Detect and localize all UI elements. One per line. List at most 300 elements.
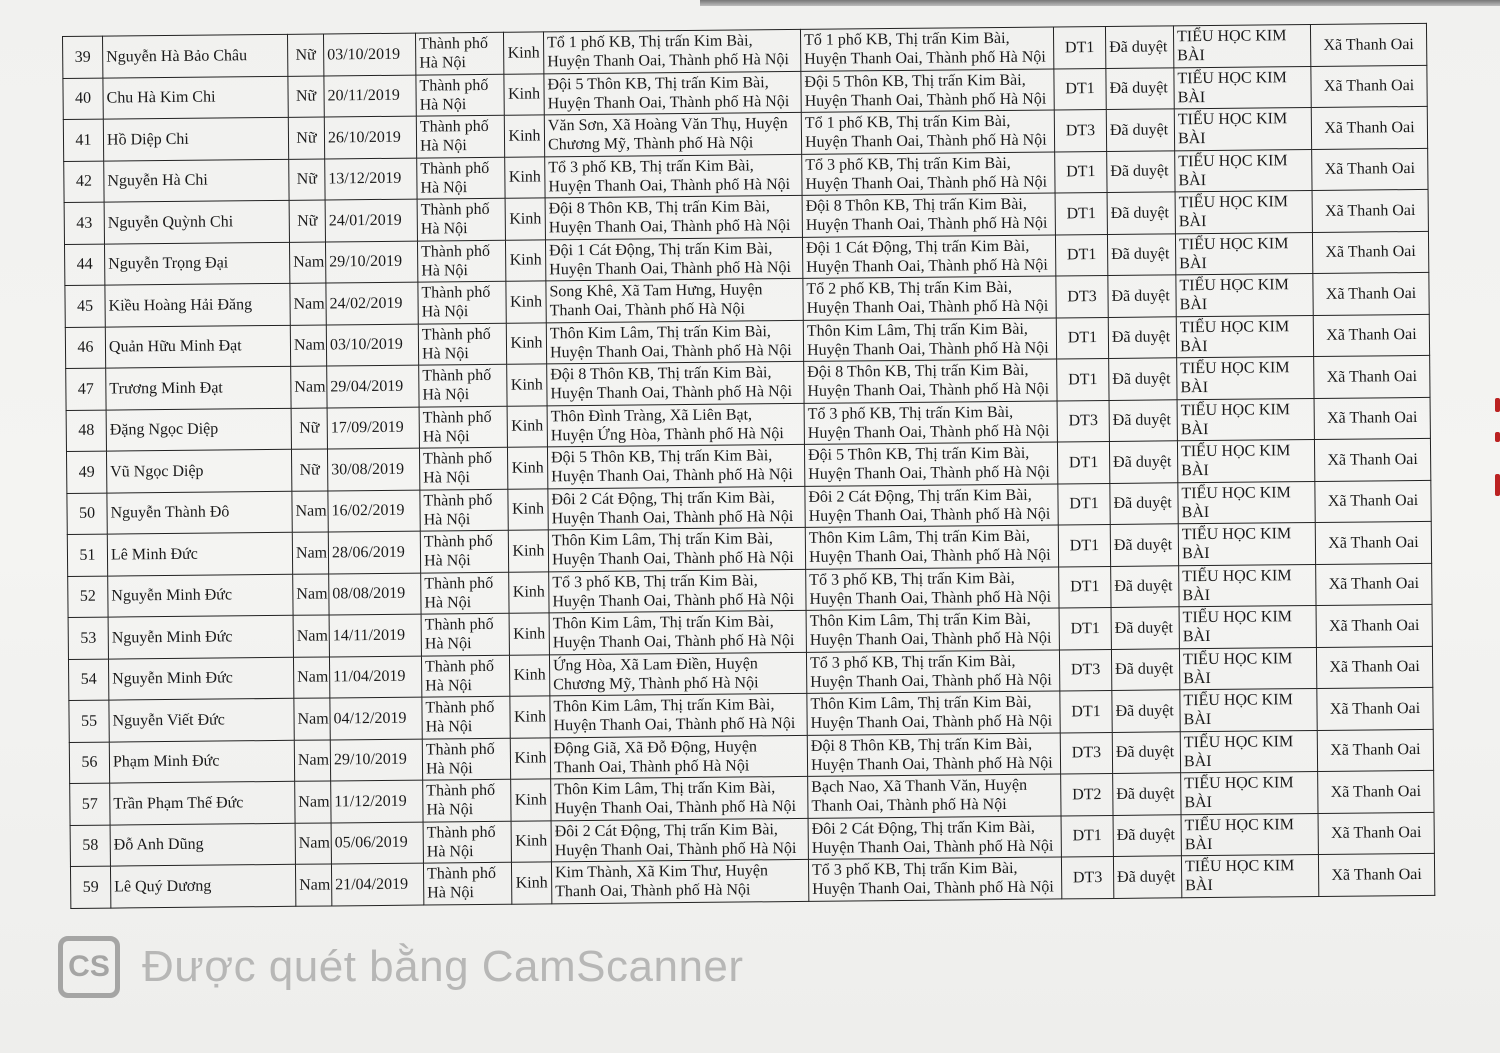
cell-city	[418, 281, 506, 323]
cell-residence-address	[801, 68, 1054, 112]
cell-birth-address	[548, 486, 805, 530]
cell-area: DT3	[1056, 275, 1108, 317]
cell-city	[420, 489, 508, 531]
cell-birth-address-line: Đội 5 Thôn KB, Thị trấn Kim Bài,	[547, 73, 769, 94]
cell-status: Đã duyệt	[1109, 399, 1177, 441]
cell-birth-address	[546, 320, 803, 364]
cell-school-line: BÀI	[1183, 669, 1211, 688]
cell-residence-address-line: Huyện Thanh Oai, Thành phố Hà Nội	[809, 588, 1052, 608]
cell-school-line: BÀI	[1179, 296, 1208, 314]
cell-ethnicity: Kinh	[509, 613, 549, 655]
cell-residence-address-line: Đôi 2 Cát Động, Thị trấn Kim Bài,	[811, 818, 1035, 838]
cell-dob: 16/02/2019	[328, 490, 420, 532]
cell-stt: 52	[68, 576, 108, 618]
cell-stt: 47	[66, 368, 106, 410]
cell-school-line: BÀI	[1177, 47, 1205, 65]
cell-birth-address-line: Huyện Thanh Oai, Thành phố Hà Nội	[554, 839, 797, 860]
cell-city-line: Hà Nội	[420, 178, 468, 197]
cell-birth-address-line: Đôi 2 Cát Động, Thị trấn Kim Bài,	[551, 488, 775, 509]
cell-residence-address-line: Thôn Kim Lâm, Thị trấn Kim Bài,	[806, 320, 1028, 340]
cell-school-line: TIỂU HỌC KIM	[1182, 566, 1292, 586]
cell-residence-address-line: Huyện Thanh Oai, Thành phố Hà Nội	[810, 712, 1053, 733]
cell-ethnicity: Kinh	[509, 571, 549, 613]
cell-city-line: Thành phố	[419, 35, 489, 53]
cell-residence-address-line: Huyện Thanh Oai, Thành phố Hà Nội	[808, 546, 1051, 567]
cell-area: DT1	[1055, 192, 1107, 234]
cell-city-line: Hà Nội	[419, 137, 467, 155]
cell-dob: 13/12/2019	[325, 158, 417, 200]
cell-school	[1173, 25, 1310, 68]
cell-status: Đã duyệt	[1111, 648, 1179, 690]
cell-school	[1177, 398, 1314, 441]
cell-school	[1180, 730, 1317, 773]
cell-dob: 05/06/2019	[331, 822, 423, 864]
cell-birth-address-line: Huyện Thanh Oai, Thành phố Hà Nội	[551, 549, 794, 569]
cell-status: Đã duyệt	[1112, 731, 1180, 773]
cell-residence-address-line: Huyện Thanh Oai, Thành phố Hà Nội	[807, 422, 1050, 442]
cell-commune: Xã Thanh Oai	[1314, 438, 1430, 481]
cell-birth-address-line: Đội 8 Thôn KB, Thị trấn Kim Bài,	[548, 198, 770, 218]
cell-area: DT1	[1054, 68, 1106, 110]
cell-residence-address-line: Huyện Thanh Oai, Thành phố Hà Nội	[806, 256, 1048, 276]
cell-sex: Nam	[294, 698, 330, 740]
cell-school-line: TIỂU HỌC KIM	[1184, 774, 1294, 793]
cell-birth-address	[551, 859, 808, 903]
cell-birth-address-line: Huyện Thanh Oai, Thành phố Hà Nội	[547, 51, 789, 71]
cell-school-line: BÀI	[1181, 462, 1209, 480]
cell-sex: Nữ	[289, 200, 325, 242]
cell-ethnicity: Kinh	[511, 862, 551, 904]
cell-name: Nguyễn Hà Chi	[104, 159, 289, 202]
cell-city	[419, 447, 507, 489]
cell-name: Nguyễn Hà Bảo Châu	[103, 34, 288, 77]
cell-residence-address	[808, 815, 1061, 859]
cell-residence-address-line: Huyện Thanh Oai, Thành phố Hà Nội	[805, 173, 1048, 193]
cell-city-line: Thành phố	[420, 201, 490, 219]
cell-school-line: BÀI	[1179, 337, 1208, 356]
cell-name: Chu Hà Kim Chi	[103, 76, 288, 119]
cell-stt: 51	[67, 534, 107, 576]
edge-mark-1	[1495, 398, 1500, 412]
cell-residence-address-line: Bạch Nao, Xã Thanh Văn, Huyện	[811, 777, 1028, 797]
cell-birth-address-line: Tổ 1 phố KB, Thị trấn Kim Bài,	[547, 32, 753, 52]
cell-residence-address-line: Huyện Thanh Oai, Thành phố Hà Nội	[804, 90, 1047, 110]
cell-birth-address	[549, 652, 806, 696]
cell-stt: 59	[70, 866, 110, 908]
edge-mark-3	[1495, 474, 1500, 496]
cell-school	[1177, 439, 1314, 482]
cell-school	[1181, 813, 1318, 856]
cell-birth-address-line: Huyện Thanh Oai, Thành phố Hà Nội	[548, 175, 791, 196]
camscanner-logo-icon: CS	[58, 936, 120, 998]
cell-residence-address-line: Huyện Thanh Oai, Thành phố Hà Nội	[804, 48, 1046, 69]
page-top-edge	[700, 0, 1500, 6]
cell-birth-address-line: Thôn Đình Tràng, Xã Liên Bạt,	[550, 406, 753, 426]
cell-birth-address-line: Huyện Thanh Oai, Thành phố Hà Nội	[554, 798, 797, 818]
cell-status: Đã duyệt	[1111, 565, 1179, 607]
cell-ethnicity: Kinh	[505, 239, 545, 281]
cell-birth-address-line: Thôn Kim Lâm, Thị trấn Kim Bài,	[554, 779, 776, 799]
cell-school	[1177, 357, 1314, 400]
cell-name: Trần Phạm Thế Đức	[110, 781, 295, 824]
cell-school-line: BÀI	[1183, 752, 1212, 771]
cell-city-line: Thành phố	[420, 159, 490, 178]
cell-school	[1176, 315, 1313, 358]
cell-name: Kiều Hoàng Hải Đăng	[105, 283, 290, 326]
cell-dob: 17/09/2019	[327, 407, 419, 449]
cell-city	[422, 738, 510, 780]
cell-city	[422, 696, 510, 738]
cell-dob: 28/06/2019	[328, 531, 420, 573]
cell-stt: 48	[66, 410, 106, 452]
cell-residence-address-line: Huyện Thanh Oai, Thành phố Hà Nội	[810, 671, 1052, 691]
cell-sex: Nữ	[291, 449, 327, 491]
cell-school-line: BÀI	[1177, 130, 1206, 148]
cell-residence-address-line: Huyện Thanh Oai, Thành phố Hà Nội	[808, 505, 1051, 525]
cell-city-line: Hà Nội	[423, 469, 470, 487]
cell-area: DT2	[1061, 773, 1113, 815]
cell-school	[1179, 605, 1316, 648]
cell-school-line: TIỂU HỌC KIM	[1177, 110, 1288, 129]
cell-birth-address-line: Ứng Hòa, Xã Lam Điền, Huyện	[552, 655, 758, 675]
cell-residence-address	[801, 110, 1054, 154]
cell-city	[420, 530, 508, 572]
cell-school-line: TIỂU HỌC KIM	[1181, 483, 1291, 503]
cell-school-line: BÀI	[1180, 379, 1209, 397]
cell-birth-address	[547, 444, 804, 488]
cell-birth-address-line: Huyện Thanh Oai, Thành phố Hà Nội	[551, 507, 794, 528]
cell-city-line: Hà Nội	[425, 676, 472, 695]
cell-residence-address-line: Huyện Thanh Oai, Thành phố Hà Nội	[805, 214, 1048, 235]
cell-commune: Xã Thanh Oai	[1316, 563, 1432, 606]
cell-dob: 14/11/2019	[329, 614, 421, 656]
cell-residence-address	[808, 857, 1061, 901]
cell-birth-address-line: Tổ 3 phố KB, Thị trấn Kim Bài,	[552, 572, 758, 592]
cell-school	[1175, 149, 1312, 192]
cell-commune: Xã Thanh Oai	[1315, 480, 1431, 523]
cell-sex: Nữ	[291, 407, 327, 449]
cell-sex: Nam	[293, 573, 329, 615]
cell-commune: Xã Thanh Oai	[1312, 189, 1428, 232]
cell-city	[419, 406, 507, 448]
cell-city-line: Thành phố	[422, 450, 493, 468]
cell-school-line: BÀI	[1178, 171, 1207, 190]
cell-ethnicity: Kinh	[510, 737, 550, 779]
cell-school-line: BÀI	[1181, 503, 1210, 522]
cell-residence-address	[803, 317, 1056, 361]
cell-commune: Xã Thanh Oai	[1311, 65, 1427, 108]
cell-dob: 11/04/2019	[329, 656, 421, 698]
cell-sex: Nam	[295, 822, 331, 864]
cell-area: DT1	[1053, 26, 1105, 68]
cell-birth-address-line: Huyện Thanh Oai, Thành phố Hà Nội	[549, 341, 792, 362]
cell-status: Đã duyệt	[1106, 109, 1174, 151]
cell-birth-address	[549, 610, 806, 654]
cell-school	[1176, 274, 1313, 317]
cell-birth-address-line: Huyện Ứng Hòa, Thành phố Hà Nội	[550, 424, 784, 445]
cell-city-line: Thành phố	[424, 657, 495, 676]
cell-city	[423, 862, 511, 904]
cell-status: Đã duyệt	[1109, 358, 1177, 400]
cell-area: DT1	[1055, 151, 1107, 193]
cell-stt: 40	[63, 78, 103, 120]
cell-residence-address-line: Huyện Thanh Oai, Thành phố Hà Nội	[812, 878, 1054, 899]
cell-ethnicity: Kinh	[508, 488, 548, 530]
cell-stt: 55	[69, 700, 109, 742]
cell-area: DT1	[1059, 607, 1111, 649]
cell-city-line: Thành phố	[421, 284, 491, 302]
cell-city-line: Thành phố	[424, 574, 494, 593]
cell-dob: 21/04/2019	[331, 863, 423, 905]
cell-ethnicity: Kinh	[507, 405, 547, 447]
cell-name: Nguyễn Viết Đức	[109, 698, 294, 741]
cell-city-line: Thành phố	[419, 118, 489, 136]
cell-name: Lê Minh Đức	[107, 532, 292, 575]
cell-residence-address	[805, 483, 1058, 527]
cell-area: DT1	[1059, 566, 1111, 608]
cell-area: DT3	[1057, 400, 1109, 442]
cell-school-line: TIỂU HỌC KIM	[1179, 276, 1289, 295]
cell-school-line: TIỂU HỌC KIM	[1184, 815, 1295, 835]
cell-city	[415, 32, 503, 74]
cell-name: Nguyễn Minh Đức	[108, 615, 293, 658]
cell-name: Nguyễn Quỳnh Chi	[104, 200, 289, 243]
cell-birth-address-line: Huyện Thanh Oai, Thành phố Hà Nội	[553, 715, 796, 735]
cell-commune: Xã Thanh Oai	[1311, 106, 1427, 149]
cell-dob: 29/10/2019	[325, 241, 417, 283]
cell-school	[1174, 66, 1311, 109]
cell-status: Đã duyệt	[1113, 856, 1181, 898]
cell-commune: Xã Thanh Oai	[1312, 148, 1428, 191]
cell-city-line: Hà Nội	[424, 593, 472, 612]
cell-school	[1179, 564, 1316, 607]
cell-stt: 42	[64, 161, 104, 203]
cell-status: Đã duyệt	[1111, 607, 1179, 649]
cell-residence-address-line: Tổ 3 phố KB, Thị trấn Kim Bài,	[809, 569, 1015, 589]
cell-city-line: Hà Nội	[421, 344, 469, 363]
cell-name: Đỗ Anh Dũng	[110, 823, 295, 866]
cell-city-line: Thành phố	[422, 408, 492, 427]
cell-birth-address	[546, 278, 803, 322]
cell-school-line: BÀI	[1182, 628, 1211, 646]
cell-commune: Xã Thanh Oai	[1314, 355, 1430, 398]
cell-status: Đã duyệt	[1112, 690, 1180, 732]
cell-dob: 03/10/2019	[323, 33, 415, 75]
cell-sex: Nam	[293, 615, 329, 657]
cell-birth-address-line: Đội 5 Thôn KB, Thị trấn Kim Bài,	[550, 447, 773, 467]
cell-sex: Nam	[294, 739, 330, 781]
cell-birth-address-line: Đôi 2 Cát Động, Thị trấn Kim Bài,	[554, 820, 778, 841]
cell-city	[418, 323, 506, 365]
cell-birth-address	[551, 776, 808, 820]
cell-city	[421, 655, 509, 697]
cell-commune: Xã Thanh Oai	[1313, 314, 1429, 357]
cell-ethnicity: Kinh	[508, 530, 548, 572]
cell-status: Đã duyệt	[1113, 773, 1181, 815]
cell-school-line: BÀI	[1180, 420, 1209, 439]
cell-area: DT1	[1060, 690, 1112, 732]
cell-city-line: Hà Nội	[421, 261, 469, 280]
cell-school-line: TIỂU HỌC KIM	[1180, 442, 1291, 461]
cell-city-line: Thành phố	[426, 865, 497, 883]
cell-school	[1181, 854, 1318, 897]
cell-residence-address-line: Tổ 3 phố KB, Thị trấn Kim Bài,	[805, 154, 1011, 174]
student-roster-table	[62, 23, 1435, 909]
cell-dob: 24/02/2019	[326, 282, 418, 324]
cell-birth-address-line: Thanh Oai, Thành phố Hà Nội	[553, 757, 750, 777]
cell-city-line: Hà Nội	[419, 95, 467, 114]
cell-residence-address-line: Tổ 3 phố KB, Thị trấn Kim Bài,	[807, 403, 1014, 423]
cell-birth-address-line: Huyện Thanh Oai, Thành phố Hà Nội	[550, 383, 793, 403]
cell-birth-address-line: Huyện Thanh Oai, Thành phố Hà Nội	[549, 258, 791, 279]
cell-commune: Xã Thanh Oai	[1314, 397, 1430, 440]
cell-birth-address-line: Huyện Thanh Oai, Thành phố Hà Nội	[552, 632, 795, 652]
cell-sex: Nam	[291, 366, 327, 408]
cell-ethnicity: Kinh	[511, 779, 551, 821]
cell-residence-address-line: Tổ 1 phố KB, Thị trấn Kim Bài,	[803, 30, 1010, 50]
cell-city	[423, 779, 511, 821]
cell-area: DT1	[1061, 815, 1113, 857]
cell-commune: Xã Thanh Oai	[1316, 604, 1432, 647]
cell-status: Đã duyệt	[1109, 441, 1177, 483]
cell-birth-address-line: Thôn Kim Lâm, Thị trấn Kim Bài,	[549, 322, 771, 343]
cell-city-line: Thành phố	[426, 782, 496, 800]
cell-birth-address-line: Huyện Thanh Oai, Thành phố Hà Nội	[551, 466, 793, 486]
cell-name: Đặng Ngọc Diệp	[106, 408, 291, 451]
cell-residence-address-line: Huyện Thanh Oai, Thành phố Hà Nội	[806, 297, 1049, 318]
cell-city-line: Thành phố	[421, 242, 491, 261]
cell-name: Hồ Diệp Chi	[103, 117, 288, 160]
cell-residence-address	[804, 400, 1057, 444]
cell-dob: 11/12/2019	[331, 780, 423, 822]
cell-school-line: TIỂU HỌC KIM	[1176, 27, 1287, 46]
cell-stt: 43	[64, 202, 104, 244]
cell-city-line: Hà Nội	[426, 842, 474, 861]
cell-residence-address	[806, 649, 1059, 693]
cell-sex: Nữ	[287, 34, 323, 76]
cell-school-line: BÀI	[1182, 586, 1211, 605]
cell-city-line: Thành phố	[423, 491, 493, 510]
cell-status: Đã duyệt	[1105, 26, 1173, 68]
cell-birth-address-line: Thanh Oai, Thành phố Hà Nội	[549, 300, 745, 320]
cell-birth-address-line: Kim Thành, Xã Kim Thư, Huyện	[554, 862, 769, 882]
cell-ethnicity: Kinh	[510, 696, 550, 738]
cell-stt: 56	[69, 742, 109, 784]
cell-residence-address	[808, 774, 1061, 818]
cell-stt: 54	[68, 659, 108, 701]
cell-sex: Nam	[289, 241, 325, 283]
cell-dob: 29/10/2019	[330, 739, 422, 781]
cell-name: Vũ Ngọc Diệp	[106, 449, 291, 492]
cell-residence-address-line: Đội 8 Thôn KB, Thị trấn Kim Bài,	[810, 735, 1033, 755]
cell-birth-address-line: Huyện Thanh Oai, Thành phố Hà Nội	[547, 92, 790, 113]
cell-school	[1175, 191, 1312, 234]
cell-city	[416, 74, 504, 116]
cell-dob: 08/08/2019	[329, 573, 421, 615]
cell-school-line: BÀI	[1177, 88, 1206, 107]
cell-birth-address-line: Huyện Thanh Oai, Thành phố Hà Nội	[548, 217, 791, 237]
cell-birth-address-line: Chương Mỹ, Thành phố Hà Nội	[547, 134, 754, 154]
cell-area: DT1	[1057, 358, 1109, 400]
cell-sex: Nam	[293, 656, 329, 698]
cell-school-line: TIỂU HỌC KIM	[1183, 691, 1293, 710]
cell-residence-address-line: Huyện Thanh Oai, Thành phố Hà Nội	[806, 339, 1049, 359]
cell-city-line: Hà Nội	[422, 386, 470, 404]
cell-ethnicity: Kinh	[511, 820, 551, 862]
cell-city-line: Thành phố	[421, 325, 491, 344]
cell-ethnicity: Kinh	[507, 364, 547, 406]
cell-sex: Nữ	[289, 158, 325, 200]
cell-residence-address-line: Đội 8 Thôn KB, Thị trấn Kim Bài,	[807, 361, 1029, 382]
cell-sex: Nam	[292, 490, 328, 532]
cell-stt: 39	[63, 36, 103, 78]
cell-residence-address-line: Tổ 3 phố KB, Thị trấn Kim Bài,	[811, 860, 1018, 880]
cell-birth-address	[550, 735, 807, 779]
cell-school-line: BÀI	[1178, 213, 1207, 231]
cell-birth-address	[551, 818, 808, 862]
cell-sex: Nam	[290, 283, 326, 325]
cell-school	[1174, 108, 1311, 151]
cell-birth-address-line: Huyện Thanh Oai, Thành phố Hà Nội	[552, 590, 795, 611]
cell-status: Đã duyệt	[1107, 192, 1175, 234]
cell-area: DT1	[1058, 524, 1110, 566]
cell-stt: 41	[63, 119, 103, 161]
cell-ethnicity: Kinh	[506, 322, 546, 364]
cell-city	[421, 613, 509, 655]
cell-ethnicity: Kinh	[504, 115, 544, 157]
cell-school-line: TIỂU HỌC KIM	[1180, 400, 1291, 420]
cell-residence-address-line: Đội 1 Cát Động, Thị trấn Kim Bài,	[805, 237, 1030, 257]
cell-city	[417, 157, 505, 199]
cell-residence-address	[806, 608, 1059, 652]
cell-name: Nguyễn Thành Đô	[107, 491, 292, 534]
cell-city	[417, 240, 505, 282]
cell-stt: 45	[65, 285, 105, 327]
cell-name: Quản Hữu Minh Đạt	[105, 325, 290, 368]
cell-dob: 24/01/2019	[325, 199, 417, 241]
cell-dob: 03/10/2019	[326, 324, 418, 366]
cell-commune: Xã Thanh Oai	[1317, 687, 1433, 730]
cell-school-line: BÀI	[1184, 794, 1213, 812]
cell-residence-address-line: Huyện Thanh Oai, Thành phố Hà Nội	[808, 463, 1050, 484]
cell-city-line: Thành phố	[424, 616, 494, 634]
cell-dob: 20/11/2019	[324, 75, 416, 117]
cell-city-line: Thành phố	[425, 699, 495, 717]
cell-birth-address-line: Thôn Kim Lâm, Thị trấn Kim Bài,	[553, 696, 775, 716]
cell-ethnicity: Kinh	[506, 281, 546, 323]
cell-sex: Nam	[292, 532, 328, 574]
cell-city-line: Hà Nội	[426, 801, 474, 819]
cell-residence-address	[806, 566, 1059, 610]
watermark-text: Được quét bằng CamScanner	[142, 942, 744, 991]
cell-birth-address	[548, 527, 805, 571]
cell-city	[417, 198, 505, 240]
cell-commune: Xã Thanh Oai	[1316, 646, 1432, 689]
cell-stt: 57	[70, 783, 110, 825]
cell-school-line: TIỂU HỌC KIM	[1178, 193, 1289, 212]
cell-sex: Nam	[290, 324, 326, 366]
cell-residence-address	[803, 276, 1056, 320]
cell-sex: Nữ	[288, 117, 324, 159]
cell-commune: Xã Thanh Oai	[1318, 812, 1434, 855]
cell-area: DT3	[1060, 732, 1112, 774]
cell-city-line: Hà Nội	[420, 220, 468, 238]
cell-status: Đã duyệt	[1107, 233, 1175, 275]
cell-school	[1178, 522, 1315, 565]
cell-residence-address-line: Tổ 1 phố KB, Thị trấn Kim Bài,	[804, 113, 1011, 133]
cell-school-line: BÀI	[1185, 877, 1213, 895]
cell-birth-address	[545, 195, 802, 239]
